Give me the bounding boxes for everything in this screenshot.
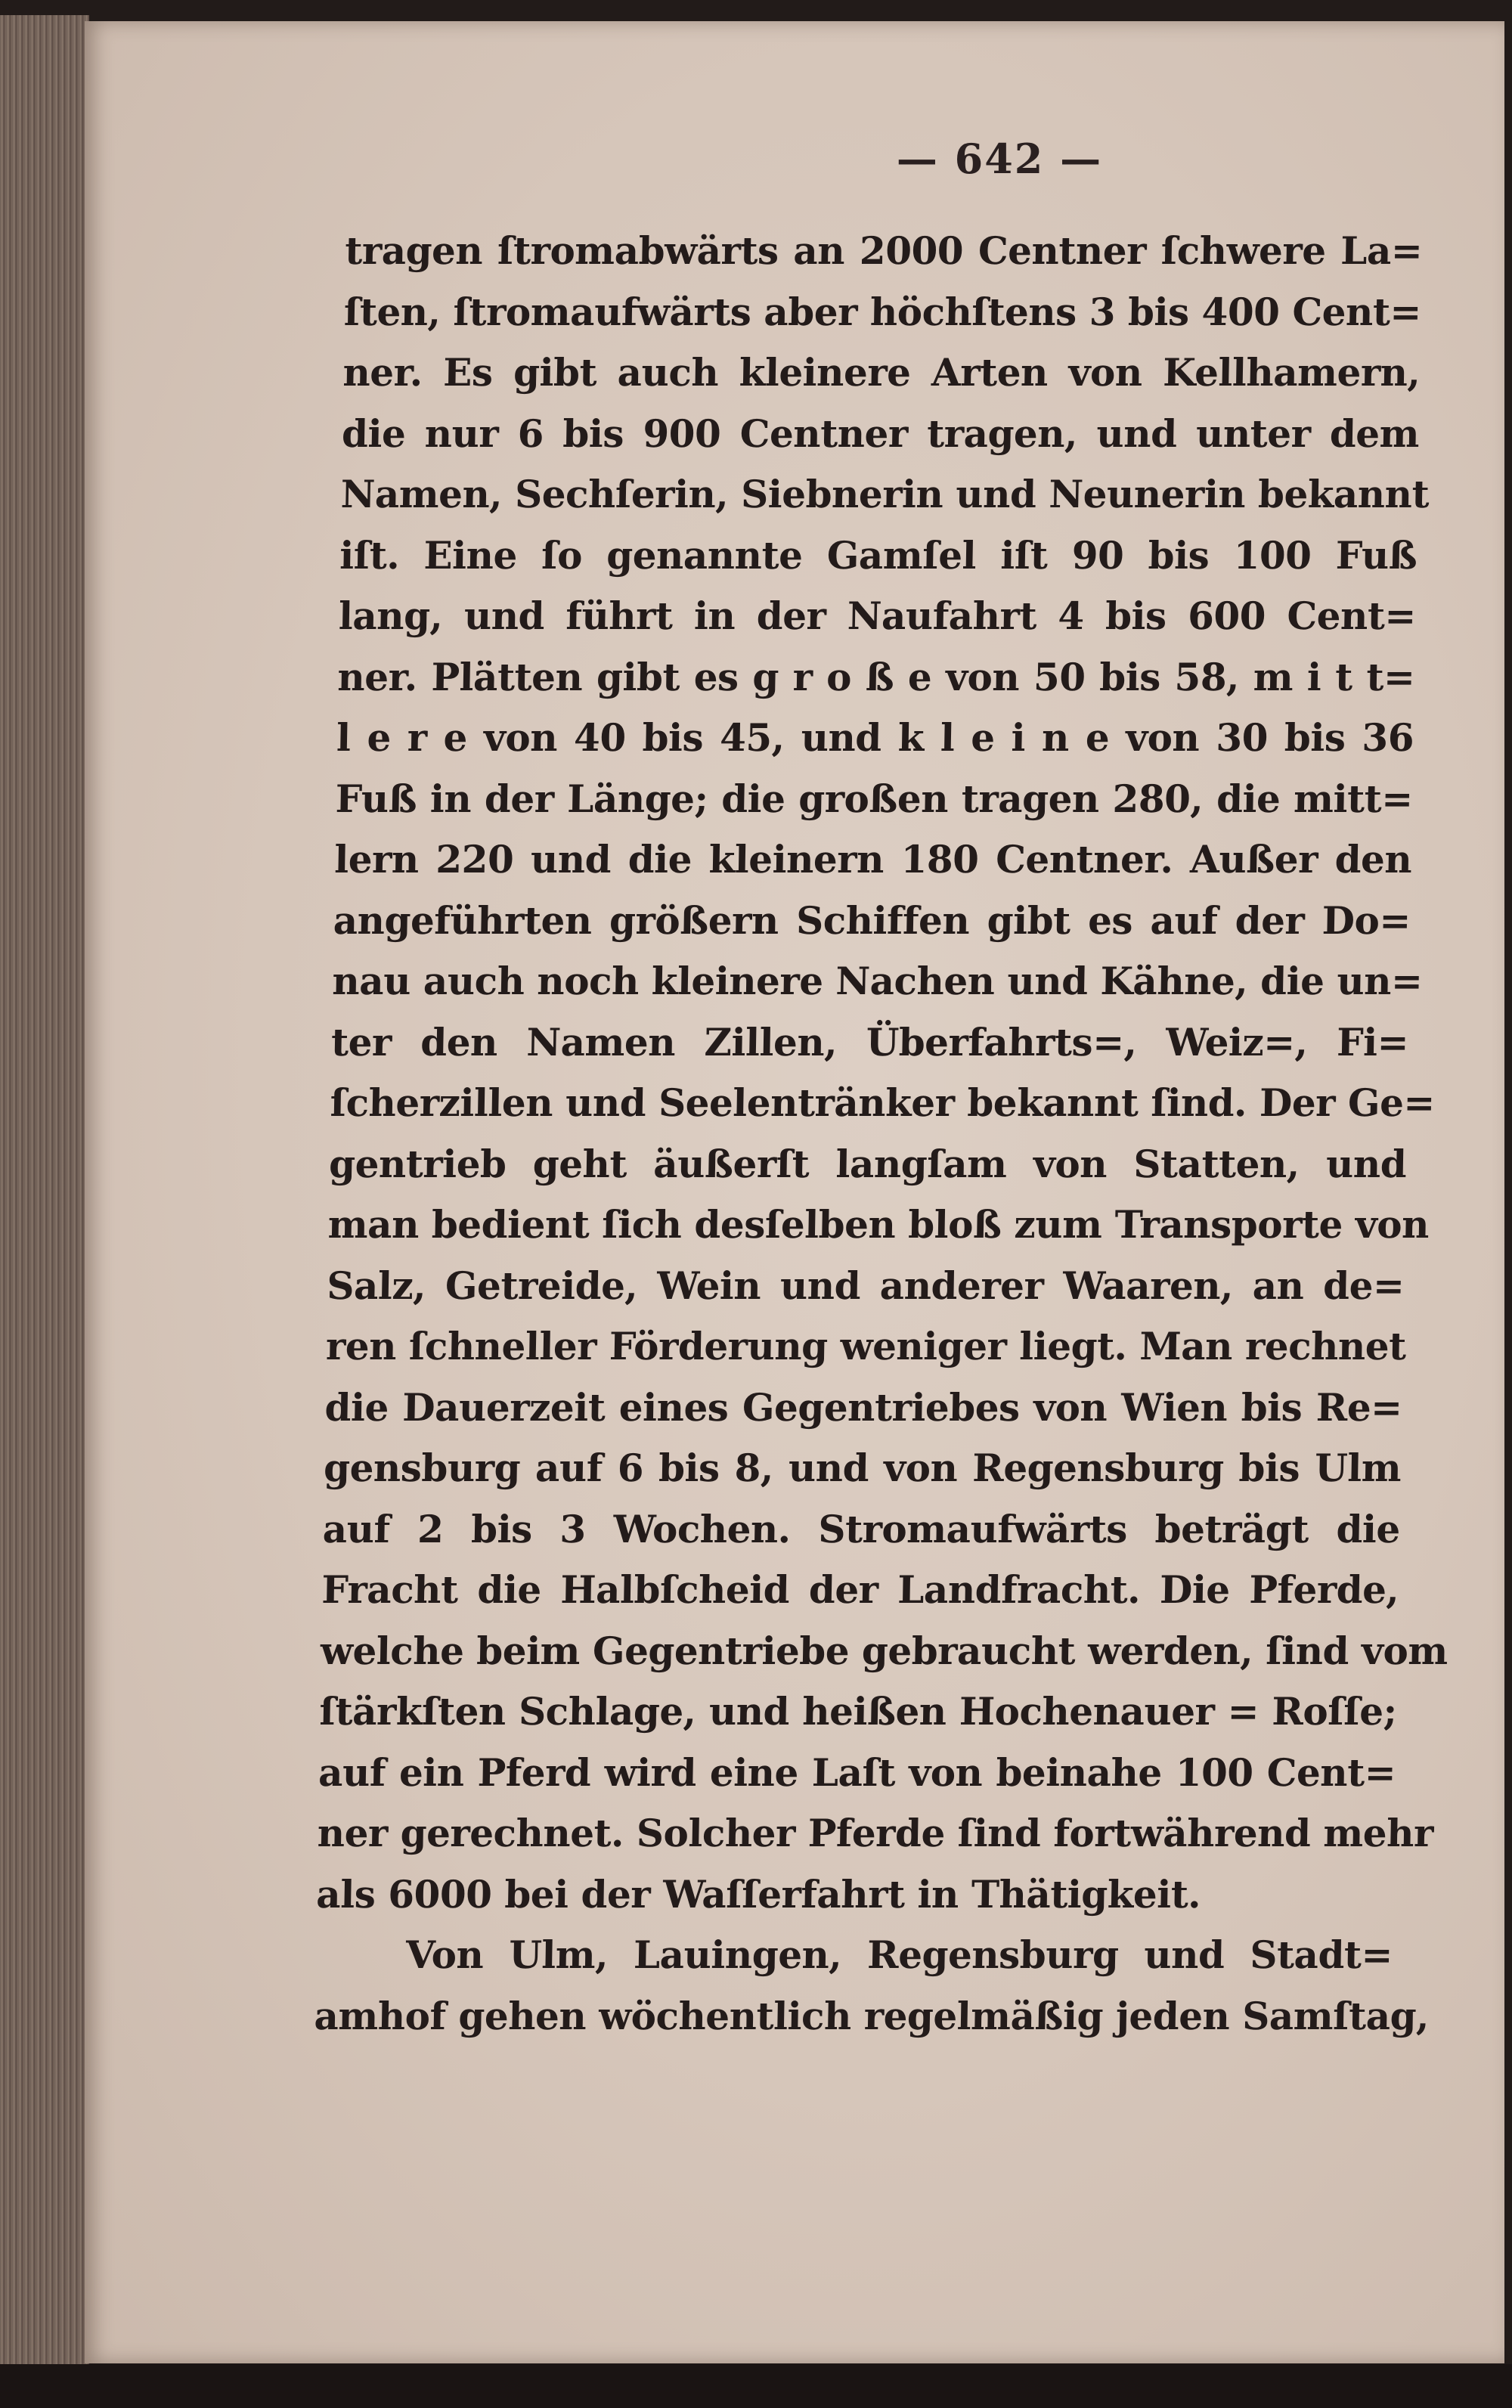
paragraph-end-line: als 6000 bei der Waſſerfahrt in Thätigkeit. bbox=[315, 1871, 1201, 1917]
text-line: ner. Es gibt auch kleinere Arten von Kellhamern, bbox=[342, 350, 1421, 395]
text-line: ner. Plätten gibt es g r o ß e von 50 bis 58, m i t t= bbox=[336, 654, 1415, 699]
text-line: Fuß in der Länge; die großen tragen 280, die mitt= bbox=[335, 776, 1414, 821]
text-line: l e r e von 40 bis 45, und k l e i n e von 30 bis 36 bbox=[336, 715, 1414, 760]
text-line: lern 220 und die kleinern 180 Centner. Außer den bbox=[333, 837, 1412, 882]
text-line: gensburg auf 6 bis 8, und von Regensburg bis Ulm bbox=[323, 1446, 1402, 1490]
text-line: iſt. Eine ſo genannte Gamſel iſt 90 bis 100 Fuß bbox=[339, 532, 1418, 578]
text-line: auf 2 bis 3 Wochen. Stromaufwärts beträgt die bbox=[322, 1506, 1401, 1551]
text-line: Fracht die Halbſcheid der Landfracht. Die Pferde, bbox=[321, 1567, 1399, 1612]
text-line: ſten, ſtromaufwärts aber höchſtens 3 bis 400 Cent= bbox=[343, 289, 1422, 334]
text-line: ren ſchneller Förderung weniger liegt. Man rechnet bbox=[325, 1324, 1407, 1368]
text-line: ner gerechnet. Solcher Pferde ſind fortwährend mehr bbox=[317, 1811, 1434, 1855]
text-line: ſtärkſten Schlage, und heißen Hochenauer = Roſſe; bbox=[319, 1689, 1398, 1734]
book-page-edges bbox=[0, 15, 89, 2366]
text-line: lang, und führt in der Naufahrt 4 bis 600 Cent= bbox=[338, 593, 1417, 638]
text-line: amhof gehen wöchentlich regelmäßig jeden Samſtag, bbox=[314, 1993, 1430, 2038]
text-line: man bedient ſich desſelben bloß zum Transporte von bbox=[327, 1202, 1430, 1247]
text-line: gentrieb geht äußerſt langſam von Statten, und bbox=[328, 1141, 1407, 1186]
text-line: Salz, Getreide, Wein und anderer Waaren, an de= bbox=[326, 1263, 1405, 1308]
text-line: auf ein Pferd wird eine Laſt von beinahe 100 Cent= bbox=[318, 1749, 1396, 1795]
scan-bottom-border bbox=[0, 2364, 1512, 2408]
page-number: — 642 — bbox=[896, 135, 1103, 183]
text-line: angeführten größern Schiffen gibt es auf der Do= bbox=[333, 897, 1411, 943]
text-line: ſcherzillen und Seelentränker bekannt ſind. Der Ge= bbox=[330, 1080, 1436, 1125]
text-line: ter den Namen Zillen, Überfahrts=, Weiz=, Fi= bbox=[330, 1019, 1409, 1065]
paragraph-start-line: Von Ulm, Lauingen, Regensburg und Stadt= bbox=[405, 1932, 1393, 1977]
text-line: die nur 6 bis 900 Centner tragen, und unter dem bbox=[341, 411, 1420, 456]
text-line: Namen, Sechſerin, Siebnerin und Neunerin bekannt bbox=[340, 472, 1430, 516]
text-line: nau auch noch kleinere Nachen und Kähne, die un= bbox=[331, 959, 1424, 1003]
text-line: welche beim Gegentriebe gebraucht werden, ſind vom bbox=[320, 1628, 1448, 1673]
text-line: die Dauerzeit eines Gegentriebes von Wien bis Re= bbox=[324, 1384, 1403, 1430]
body-text bbox=[314, 221, 1448, 2047]
text-line: tragen ſtromabwärts an 2000 Centner ſchwere La= bbox=[344, 228, 1423, 273]
